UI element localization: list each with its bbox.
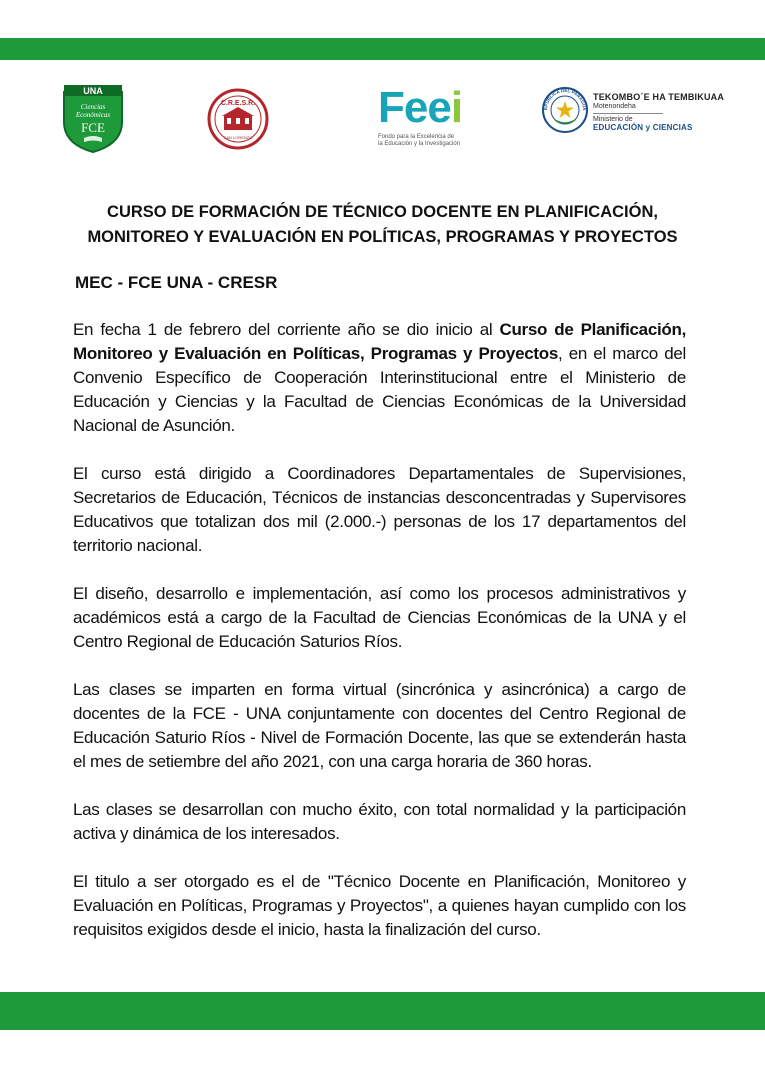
- paragraph-3: El diseño, desarrollo e implementación, así como los procesos administrativos y académicos está a cargo de la Facultad de Ciencias Económicas de la UNA y el Centro Regional de Educación Saturios Ríos.: [73, 584, 686, 651]
- paragraph-6: El titulo a ser otorgado es el de "Técnico Docente en Planificación, Monitoreo y Evaluación en Políticas, Programas y Proyectos", a quienes hayan cumplido con los requisitos exigidos desde el inicio, hasta la finalización del curso.: [73, 872, 686, 939]
- bottom-green-band: [0, 992, 765, 1030]
- svg-text:UNA: UNA: [83, 86, 103, 96]
- title-line-1: CURSO DE FORMACIÓN DE TÉCNICO DOCENTE EN PLANIFICACIÓN,: [107, 203, 658, 221]
- mec-text: [593, 92, 743, 132]
- svg-text:REPÚBLICA DEL PARAGUAY: EPÚBLICA DEL PARAGUA: [542, 87, 588, 111]
- top-green-band: [0, 38, 765, 60]
- mec-line-ministerio: Ministerio de: [593, 116, 633, 123]
- una-fce-logo: [60, 82, 126, 154]
- paragraph-4: Las clases se imparten en forma virtual (sincrónica y asincrónica) a cargo de docentes de la FCE - UNA conjuntamente con docentes del Centro Regional de Educación Saturio Ríos - Nivel de Formación Docente, las que se extenderán hasta el mes de setiembre del año 2021, con una carga horaria de 360 horas.: [73, 680, 686, 771]
- document-body: [73, 318, 686, 966]
- paragraph-5: Las clases se desarrollan con mucho éxito, con total normalidad y la participación activa y dinámica de los interesados.: [73, 800, 686, 843]
- feei-wordmark: Feei: [378, 83, 463, 132]
- cresr-logo: [207, 88, 269, 150]
- svg-text:Ciencias: Ciencias: [80, 103, 106, 111]
- cresr-seal-icon: [207, 88, 269, 150]
- svg-text:Económicas: Económicas: [75, 111, 111, 119]
- paragraph-1: En fecha 1 de febrero del corriente año se dio inicio al Curso de Planificación, Monitoreo y Evaluación en Políticas, Programas y Proyectos, en el marco del Convenio Específico de Cooperación Interinstitucional entre el Ministerio de Educación y Ciencias y la Facultad de Ciencias Económicas de la Universidad Nacional de Asunción.: [73, 320, 687, 435]
- una-shield-icon: [60, 82, 126, 154]
- svg-text:SAN LORENZO: SAN LORENZO: [223, 135, 253, 140]
- feei-logo: [378, 83, 478, 164]
- mec-line-guarani: TEKOMBO´E HA TEMBIKUAA: [593, 92, 725, 102]
- mec-logo: [541, 82, 741, 152]
- document-title: [40, 200, 725, 250]
- mec-line-motenondeha: Motenondeha: [593, 103, 636, 110]
- title-line-2: MONITOREO Y EVALUACIÓN EN POLÍTICAS, PROGRAMAS Y PROYECTOS: [87, 228, 678, 246]
- logo-row: [0, 78, 765, 168]
- course-name-bold: Curso de Planificación, Monitoreo y Evaluación en Políticas, Programas y Proyectos: [73, 320, 686, 363]
- svg-text:C.R.E.S.R.: C.R.E.S.R.: [220, 100, 256, 107]
- document-subtitle: MEC - FCE UNA - CRESR: [75, 273, 278, 292]
- mec-line-educacion: EDUCACIÓN y CIENCIAS: [593, 123, 693, 132]
- feei-tagline: Fondo para la Excelencia de la Educación y la Investigación: [378, 134, 461, 147]
- paragraph-2: El curso está dirigido a Coordinadores Departamentales de Supervisiones, Secretarios de Educación, Técnicos de instancias desconcentradas y Supervisores Educativos que totalizan dos mil (2.000.-) personas de los 17 departamentos del territorio nacional.: [73, 464, 686, 555]
- paraguay-seal-icon: [541, 86, 589, 134]
- svg-text:FCE: FCE: [81, 120, 105, 135]
